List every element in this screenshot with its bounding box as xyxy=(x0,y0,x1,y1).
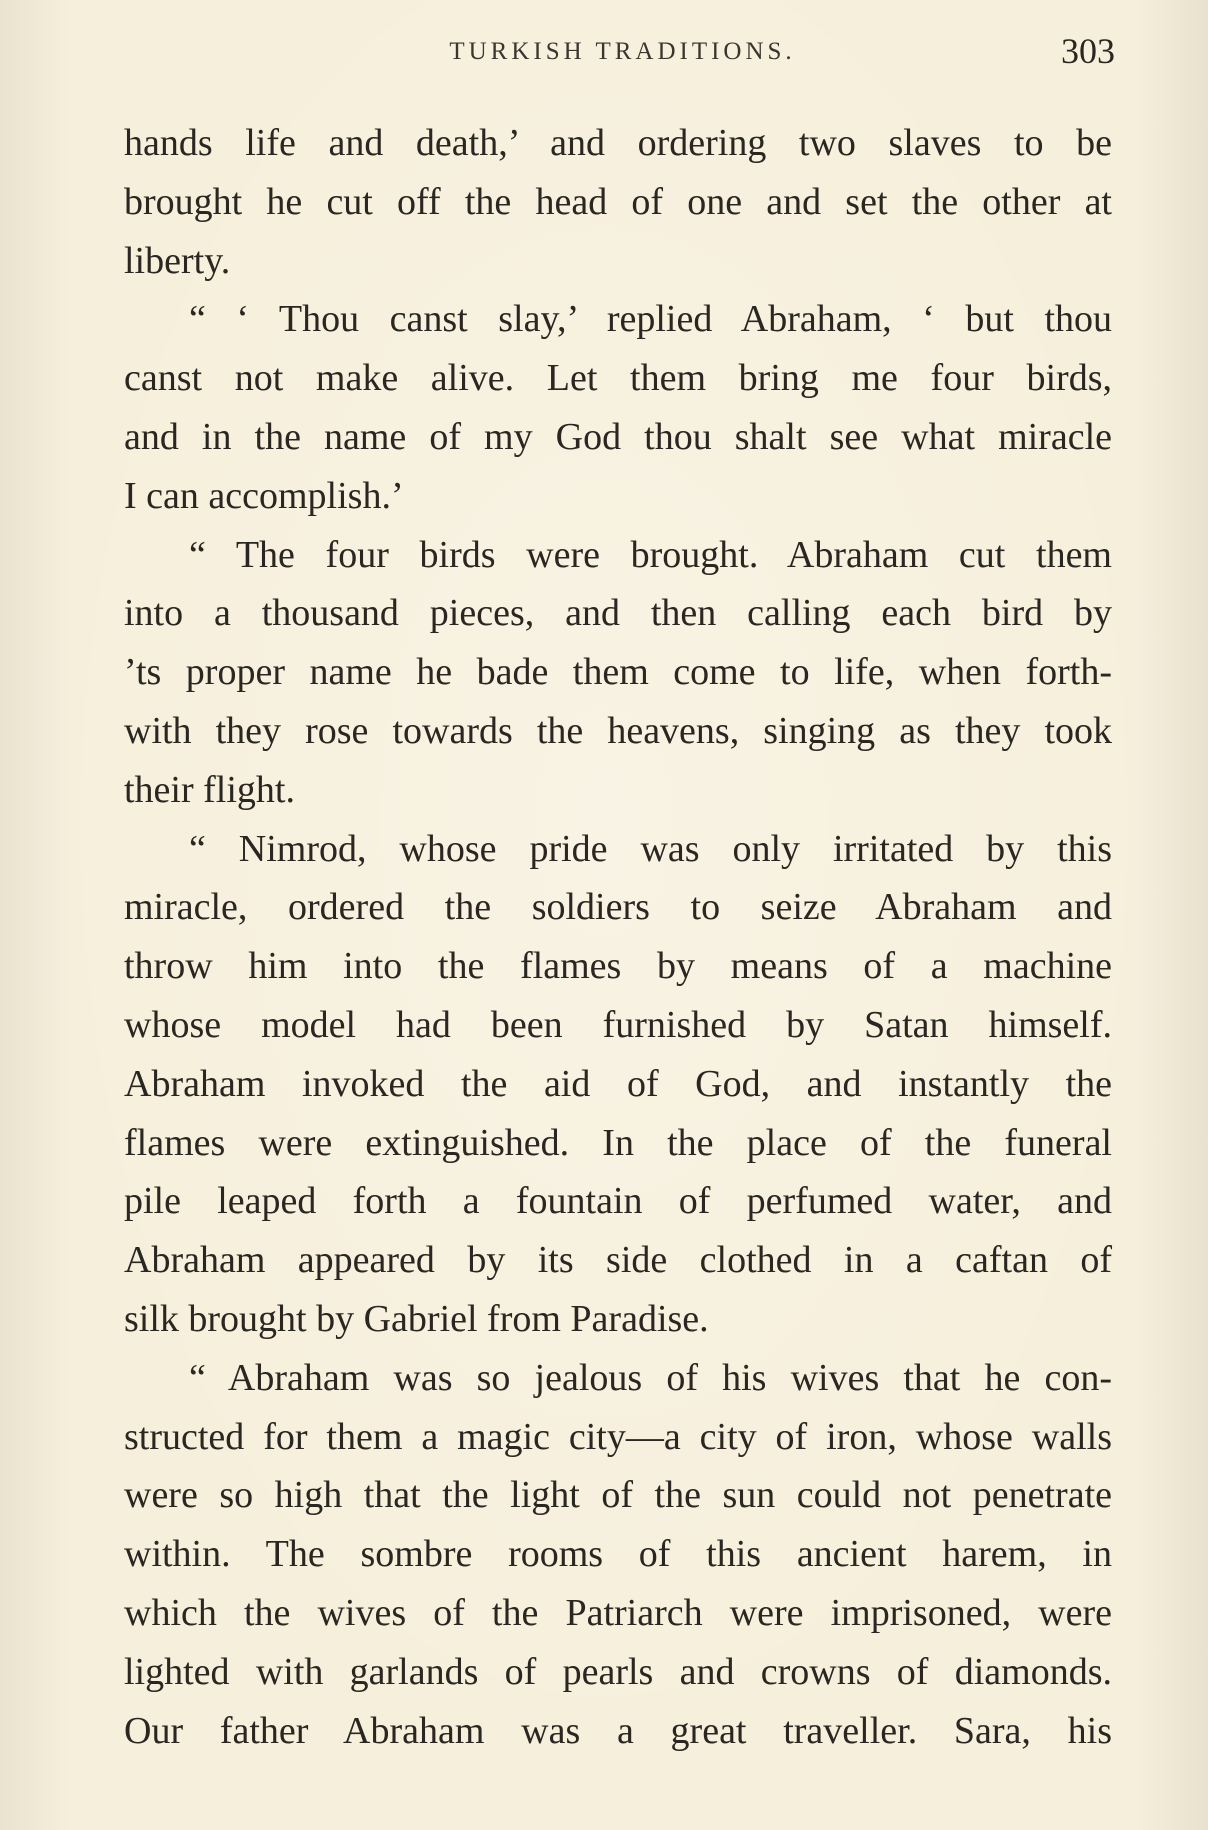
text-line: whose model had been furnished by Satan himself. xyxy=(124,1003,1112,1046)
text-line: pile leaped forth a fountain of perfumed water, and xyxy=(124,1180,1112,1223)
text-line: “ ‘ Thou canst slay,’ replied Abraham, ‘ but thou xyxy=(189,298,1112,341)
text-line: “ Abraham was so jealous of his wives that he con- xyxy=(189,1356,1112,1399)
text-line: which the wives of the Patriarch were imprisoned, were xyxy=(124,1591,1112,1634)
text-line: structed for them a magic city—a city of iron, whose walls xyxy=(124,1415,1112,1458)
text-line: “ Nimrod, whose pride was only irritated by this xyxy=(189,827,1112,870)
running-title: TURKISH TRADITIONS. xyxy=(449,38,796,65)
page-number: 303 xyxy=(1061,31,1115,71)
text-line: miracle, ordered the soldiers to seize Abraham and xyxy=(124,886,1112,929)
text-line: I can accomplish.’ xyxy=(124,474,404,517)
text-line: their flight. xyxy=(124,768,295,811)
text-line: with they rose towards the heavens, singing as they took xyxy=(124,709,1112,752)
text-line: “ The four birds were brought. Abraham cut them xyxy=(189,533,1112,576)
body-text xyxy=(124,114,1112,1760)
text-line: liberty. xyxy=(124,239,231,282)
text-line: hands life and death,’ and ordering two slaves to be xyxy=(124,122,1112,164)
running-head xyxy=(130,30,1115,80)
text-line: silk brought by Gabriel from Paradise. xyxy=(124,1297,709,1340)
text-line: ’ts proper name he bade them come to life, when forth- xyxy=(124,651,1112,694)
text-line: into a thousand pieces, and then calling each bird by xyxy=(124,592,1112,635)
text-line: brought he cut off the head of one and set the other at xyxy=(124,180,1112,223)
text-line: throw him into the flames by means of a machine xyxy=(124,945,1112,988)
text-line: canst not make alive. Let them bring me four birds, xyxy=(124,357,1112,400)
text-line: lighted with garlands of pearls and crowns of diamonds. xyxy=(124,1650,1112,1693)
text-line: flames were extinguished. In the place of the funeral xyxy=(124,1121,1112,1164)
text-line: Abraham appeared by its side clothed in a caftan of xyxy=(124,1239,1112,1282)
text-line: Our father Abraham was a great traveller. Sara, his xyxy=(124,1709,1112,1752)
text-line: within. The sombre rooms of this ancient harem, in xyxy=(124,1533,1112,1576)
text-line: and in the name of my God thou shalt see what miracle xyxy=(124,415,1112,458)
text-line: were so high that the light of the sun could not penetrate xyxy=(124,1474,1112,1517)
text-line: Abraham invoked the aid of God, and instantly the xyxy=(124,1062,1112,1105)
